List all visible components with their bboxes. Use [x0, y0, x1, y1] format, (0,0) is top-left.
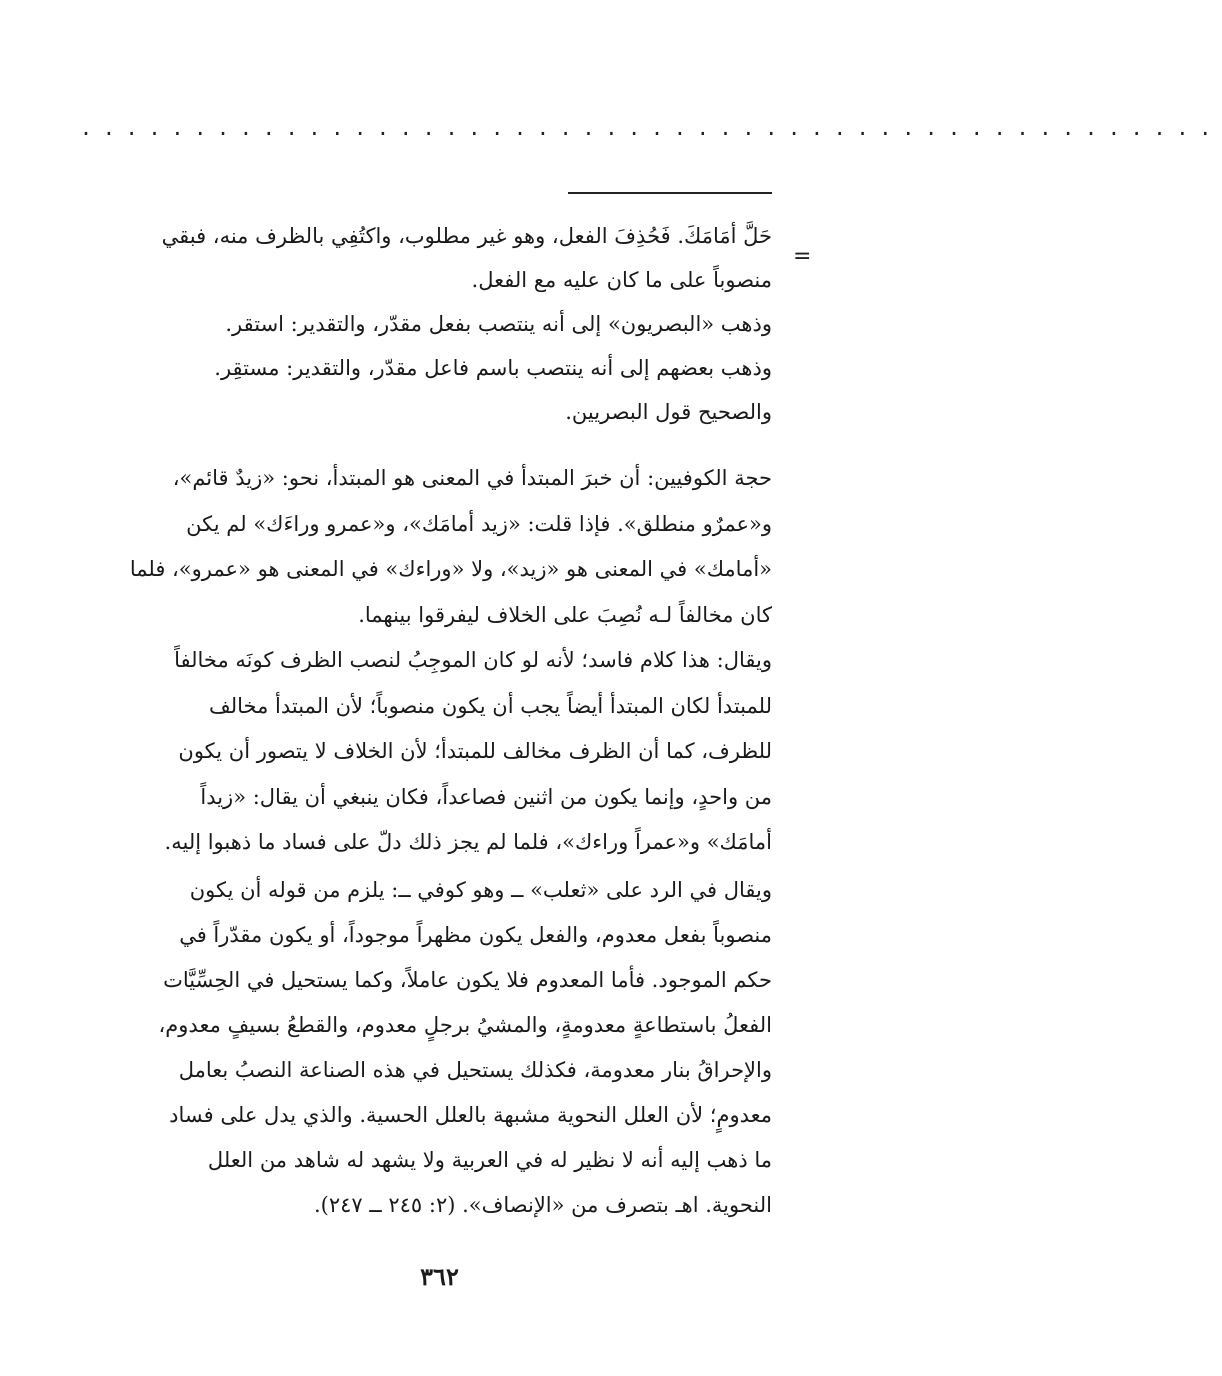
- text-line: ما ذهب إليه أنه لا نظير له في العربية ولا يشهد له شاهد من العلل: [207, 1148, 772, 1172]
- continuation-mark: =: [793, 244, 812, 269]
- header-dotted-line: ..................................................: [80, 116, 1222, 140]
- text-line: وذهب بعضهم إلى أنه ينتصب باسم فاعل مقدّر، والتقدير: مستقِر.: [214, 356, 772, 380]
- text-line: «أمامك» في المعنى هو «زيد»، ولا «وراءك» في المعنى هو «عمرو»، فلما: [129, 557, 772, 581]
- footnote-separator-rule: [568, 192, 772, 194]
- text-line: والصحيح قول البصريين.: [565, 400, 772, 424]
- page-number: ٣٦٢: [420, 1262, 459, 1291]
- text-line: منصوباً بفعل معدوم، والفعل يكون مظهراً موجوداً، أو يكون مقدّراً في: [179, 923, 772, 947]
- text-line: حكم الموجود. فأما المعدوم فلا يكون عاملاً، وكما يستحيل في الحِسِّيَّات: [163, 968, 772, 992]
- reply-to-thalab-paragraph: [70, 868, 772, 1228]
- text-line: والإحراقُ بنار معدومة، فكذلك يستحيل في هذه الصناعة النصبُ بعامل: [178, 1058, 772, 1082]
- text-line: منصوباً على ما كان عليه مع الفعل.: [471, 268, 772, 292]
- footnote-continuation: [70, 214, 772, 434]
- kufan-argument-paragraph: [70, 456, 772, 866]
- text-line: من واحدٍ، وإنما يكون من اثنين فصاعداً، فكان ينبغي أن يقال: «زيداً: [200, 784, 772, 809]
- text-line: حَلَّ أمَامَكَ. فَحُذِفَ الفعل، وهو غير مطلوب، واكتُفِي بالظرف منه، فبقي: [161, 224, 772, 248]
- text-line: معدومٍ؛ لأن العلل النحوية مشبهة بالعلل الحسية. والذي يدل على فساد: [169, 1103, 772, 1127]
- text-line: أمامَك» و«عمراً وراءك»، فلما لم يجز ذلك دلّ على فساد ما ذهبوا إليه.: [164, 830, 772, 854]
- text-line: الفعلُ باستطاعةٍ معدومةٍ، والمشيُ برجلٍ معدوم، والقطعُ بسيفٍ معدوم،: [158, 1013, 772, 1037]
- text-line: وذهب «البصريون» إلى أنه ينتصب بفعل مقدّر، والتقدير: استقر.: [225, 312, 772, 336]
- text-line: و«عمرٌو منطلق». فإذا قلت: «زيد أمامَك»، و«عمرو وراءَك» لم يكن: [186, 511, 772, 536]
- text-line: كان مخالفاً لـه نُصِبَ على الخلاف ليفرقوا بينهما.: [358, 602, 772, 627]
- text-line: للمبتدأ لكان المبتدأ أيضاً يجب أن يكون منصوباً؛ لأن المبتدأ مخالف: [209, 693, 772, 718]
- text-line: ويقال: هذا كلام فاسد؛ لأنه لو كان الموجِبُ لنصب الظرف كونَه مخالفاً: [174, 648, 772, 672]
- text-line: ويقال في الرد على «ثعلب» ــ وهو كوفي ــ: يلزم من قوله أن يكون: [189, 878, 772, 902]
- text-line: النحوية. اهـ بتصرف من «الإنصاف». (٢: ٢٤٥ ــ ٢٤٧).: [313, 1193, 772, 1217]
- text-line: حجة الكوفيين: أن خبرَ المبتدأ في المعنى هو المبتدأ، نحو: «زيدٌ قائم»،: [172, 466, 772, 490]
- text-line: للظرف، كما أن الظرف مخالف للمبتدأ؛ لأن الخلاف لا يتصور أن يكون: [178, 739, 772, 763]
